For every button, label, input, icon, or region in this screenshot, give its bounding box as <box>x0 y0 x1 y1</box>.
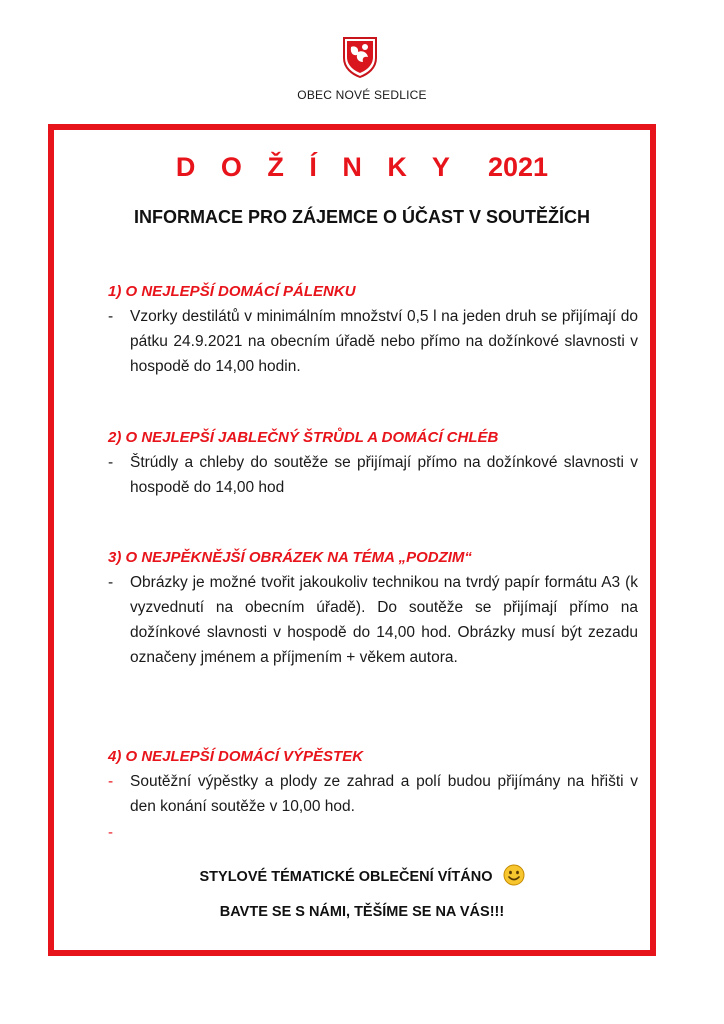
section-heading: 4) O NEJLEPŠÍ DOMÁCÍ VÝPĚSTEK <box>108 748 364 765</box>
bullet-dash: - <box>108 773 114 790</box>
section-bullet <box>108 570 638 670</box>
section-bullet <box>108 769 638 819</box>
section-heading: 2) O NEJLEPŠÍ JABLEČNÝ ŠTRŮDL A DOMÁCÍ CHLÉB <box>108 429 499 446</box>
page-subtitle: INFORMACE PRO ZÁJEMCE O ÚČAST V SOUTĚŽÍCH <box>133 207 591 227</box>
title-word: D O Ž Í N K Y <box>175 152 459 182</box>
smiley-face-icon <box>503 864 525 886</box>
closing-line-dress-code <box>0 864 724 886</box>
section-strudl <box>108 429 638 500</box>
bullet-text: Obrázky je možné tvořit jakoukoliv technikou na tvrdý papír formátu A3 (k vyzvednutí na obecním úřadě). Do soutěže se přijímají přímo na dožínkové slavnosti v hospodě do 14,00 hod. Obrázky musí být zezadu označeny jménem a příjmením + věkem autora. <box>130 574 638 666</box>
page-title <box>0 152 724 183</box>
section-bullet <box>108 304 638 379</box>
section-palenka <box>108 283 638 379</box>
empty-bullet-dash: - <box>108 824 113 841</box>
bullet-text: Štrúdly a chleby do soutěže se přijímají přímo na dožínkové slavnosti v hospodě do 14,00 hod <box>130 454 638 496</box>
title-year: 2021 <box>487 152 549 182</box>
section-heading: 3) O NEJPĚKNĚJŠÍ OBRÁZEK NA TÉMA „PODZIM“ <box>108 549 472 566</box>
bullet-dash: - <box>108 308 114 325</box>
red-border-frame <box>48 124 656 956</box>
bullet-dash: - <box>108 574 114 591</box>
coat-of-arms-icon <box>342 36 378 78</box>
bullet-text: Soutěžní výpěstky a plody ze zahrad a polí budou přijímány na hřišti v den konání soutěže v 10,00 hod. <box>130 773 638 815</box>
closing-text: STYLOVÉ TÉMATICKÉ OBLEČENÍ VÍTÁNO <box>199 869 493 885</box>
bullet-dash: - <box>108 454 114 471</box>
closing-line-greeting: BAVTE SE S NÁMI, TĚŠÍME SE NA VÁS!!! <box>219 904 505 920</box>
village-name: OBEC NOVÉ SEDLICE <box>297 88 427 102</box>
section-obrazek <box>108 549 638 670</box>
section-vypestek <box>108 748 638 819</box>
section-heading: 1) O NEJLEPŠÍ DOMÁCÍ PÁLENKU <box>108 283 356 300</box>
section-bullet <box>108 450 638 500</box>
bullet-text: Vzorky destilátů v minimálním množství 0,5 l na jeden druh se přijímají do pátku 24.9.2021 na obecním úřadě nebo přímo na dožínkové slavnosti v hospodě do 14,00 hodin. <box>130 308 638 375</box>
